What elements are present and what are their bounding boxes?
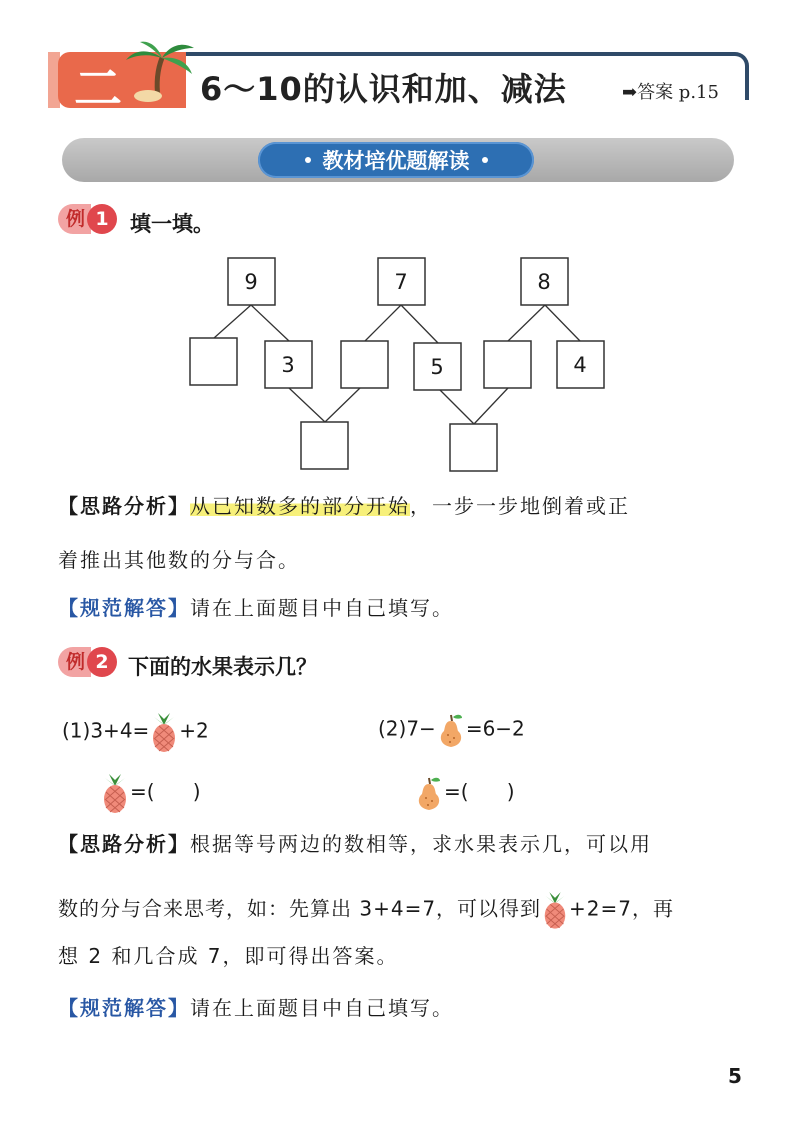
- pear-icon: [414, 774, 444, 812]
- chapter-title: 6～10的认识和加、减法: [200, 70, 567, 108]
- analysis-line2-post: +2=7，再: [569, 896, 675, 921]
- answer-reference: ➡答案 p.15: [622, 82, 719, 103]
- example-2-answer: [58, 998, 454, 1018]
- tree-1-right-value: 3: [281, 353, 295, 377]
- answer-blank-1: [100, 772, 201, 814]
- question-2: [378, 711, 525, 749]
- analysis-text: ，一步一步地倒着或正: [410, 494, 630, 518]
- answer-blank-2: [414, 774, 515, 812]
- tree-3-right-value: 4: [573, 353, 587, 377]
- section-title: 教材培优题解读: [322, 149, 470, 173]
- analysis-highlight: 从已知数多的部分开始: [190, 494, 410, 518]
- blank-2-text: =( ): [444, 779, 515, 804]
- example-1-prompt: 填一填。: [130, 212, 214, 236]
- example-1-analysis: [58, 496, 630, 516]
- example-1-answer: [58, 598, 454, 618]
- answer-text: 请在上面题目中自己填写。: [190, 596, 454, 620]
- pineapple-icon: [100, 772, 130, 814]
- question-1-right: +2: [179, 718, 209, 743]
- example-1-analysis-line2: 着推出其他数的分与合。: [58, 548, 300, 572]
- analysis-line1: 根据等号两边的数相等，求水果表示几，可以用: [190, 832, 652, 856]
- answer-text: 请在上面题目中自己填写。: [190, 996, 454, 1020]
- answer-label: 【规范解答】: [58, 996, 190, 1020]
- tree-3-left-box: [484, 341, 531, 388]
- example-2-analysis: [58, 834, 652, 854]
- tree-2-left-box: [341, 341, 388, 388]
- number-bond-diagram: [0, 0, 800, 480]
- tree-2-3-shared-box: [450, 424, 497, 471]
- question-2-left: (2)7−: [378, 716, 436, 741]
- answer-label: 【规范解答】: [58, 596, 190, 620]
- page-number: 5: [728, 1064, 742, 1088]
- tree-1-2-shared-box: [301, 422, 348, 469]
- example-label: 例: [58, 204, 91, 234]
- question-1: [62, 711, 209, 753]
- tree-1-left-box: [190, 338, 237, 385]
- example-number: 2: [87, 647, 117, 677]
- example-label: 例: [58, 647, 91, 677]
- blank-1-text: =( ): [130, 779, 201, 804]
- example-2-badge: [58, 647, 117, 677]
- analysis-label: 【思路分析】: [58, 832, 190, 856]
- analysis-label: 【思路分析】: [58, 494, 190, 518]
- example-number: 1: [87, 204, 117, 234]
- example-2-analysis-line2: [58, 890, 674, 930]
- pear-icon: [436, 711, 466, 749]
- analysis-line2-pre: 数的分与合来思考，如：先算出 3+4=7，可以得到: [58, 896, 542, 921]
- question-2-right: =6−2: [465, 716, 525, 741]
- pineapple-icon: [149, 711, 179, 753]
- pineapple-icon: [541, 890, 569, 930]
- tree-1-top-value: 9: [244, 270, 258, 294]
- chapter-number: 二: [74, 61, 123, 117]
- question-1-left: (1)3+4=: [62, 718, 150, 743]
- tree-2-top-value: 7: [394, 270, 408, 294]
- example-2-prompt: 下面的水果表示几？: [128, 655, 317, 679]
- example-2-analysis-line3: 想 2 和几合成 7，即可得出答案。: [58, 944, 399, 968]
- tree-2-right-value: 5: [430, 355, 444, 379]
- tree-3-top-value: 8: [537, 270, 551, 294]
